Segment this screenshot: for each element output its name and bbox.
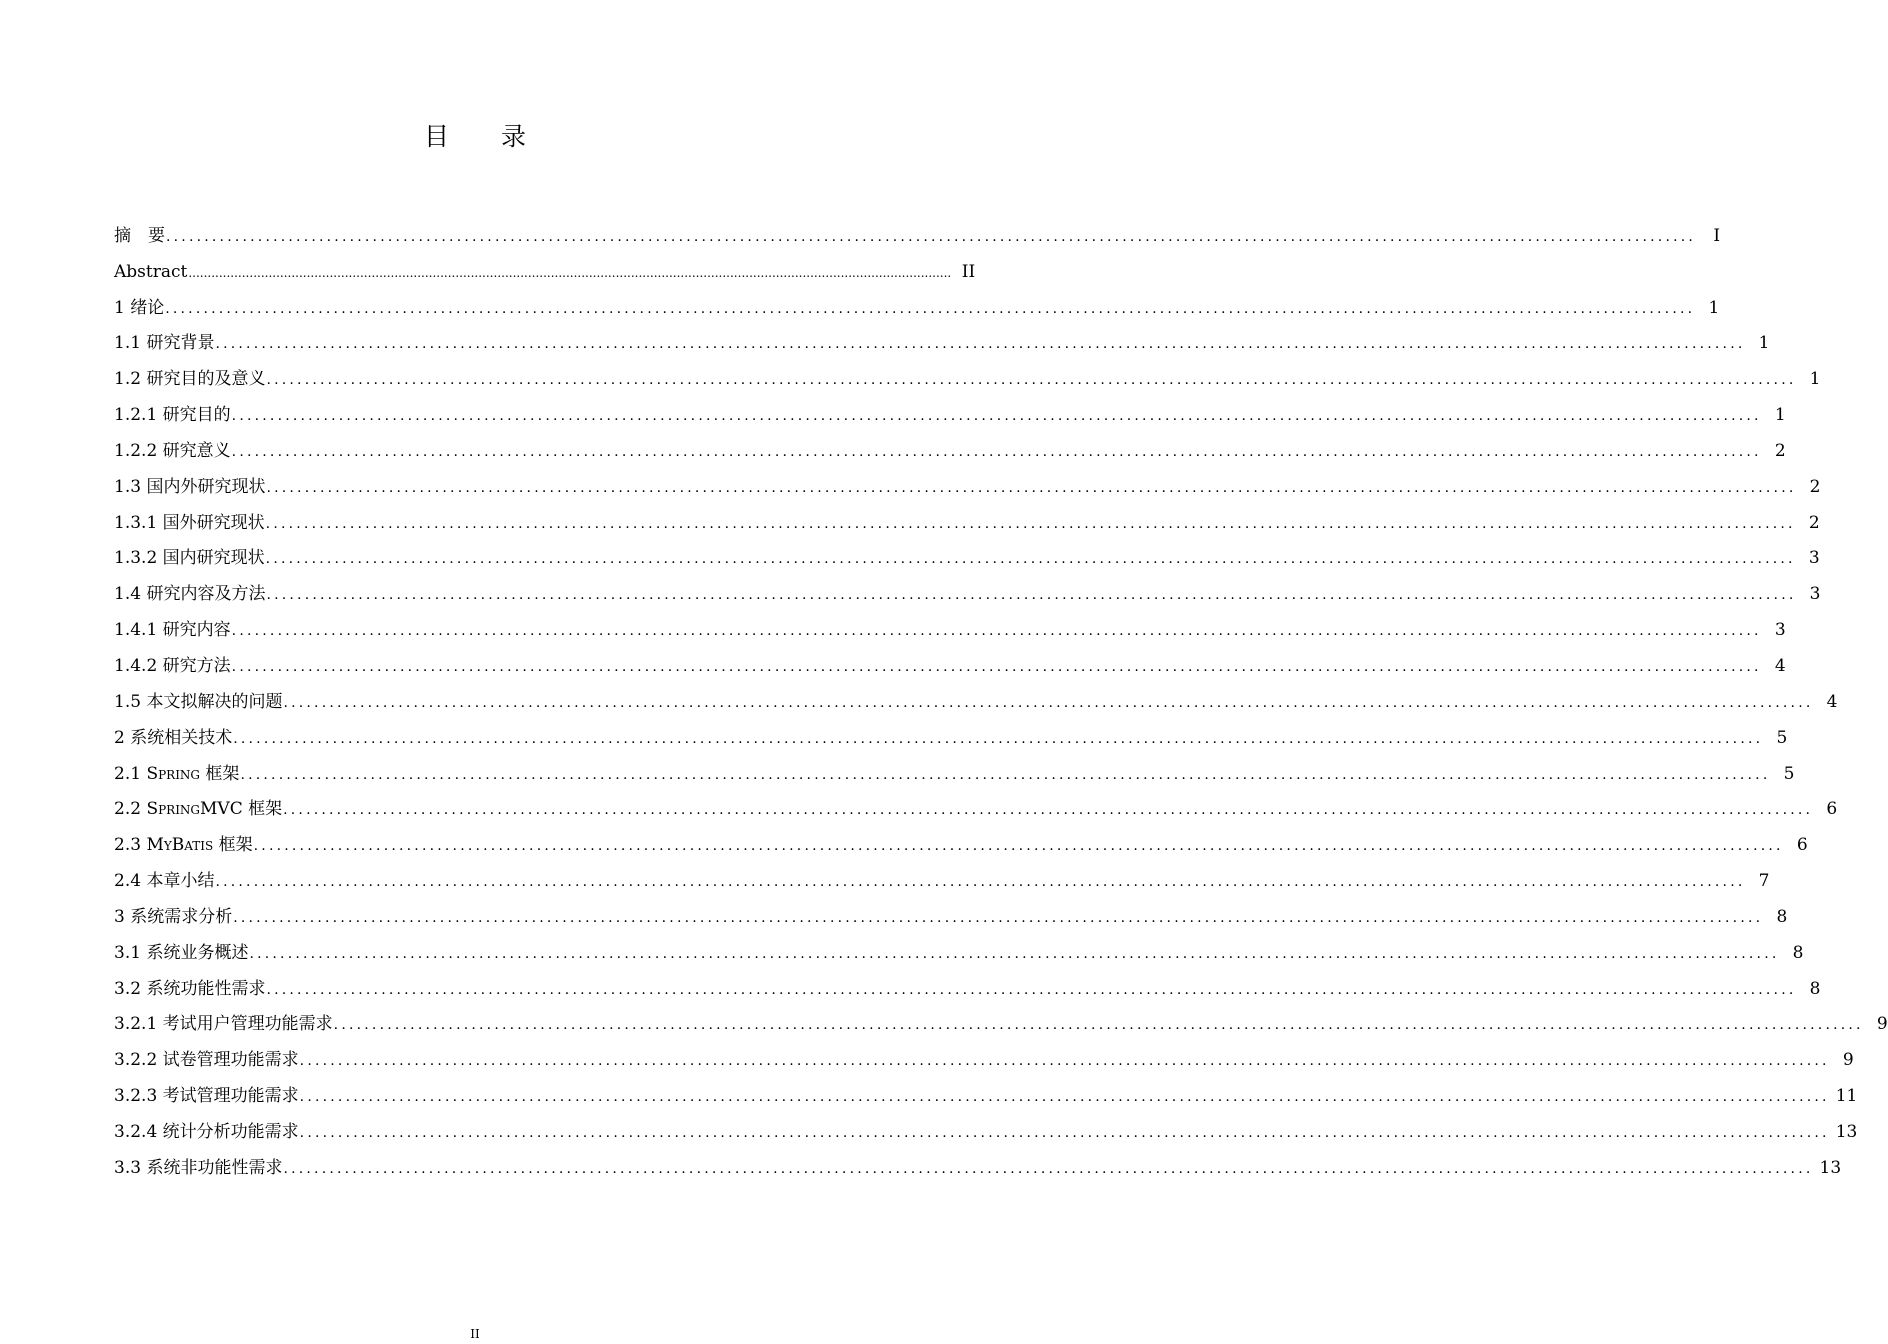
- page-title: 目 录: [424, 122, 548, 151]
- toc-entry-page: II: [961, 261, 976, 282]
- toc-entry-label: 2.4 本章小结: [114, 871, 215, 892]
- toc-entry-label: 2.2 SpringMVC 框架: [114, 799, 283, 820]
- toc-dot-leader: ........................................................................................................................................................................................................: [240, 766, 1771, 783]
- toc-dot-leader: ........................................................................................................................................................................................................: [231, 658, 1762, 675]
- toc-dot-leader: ........................................................................................................................................................................................................: [231, 623, 1762, 640]
- toc-entry-page: 6: [1796, 835, 1808, 856]
- toc-dot-leader: ........................................................................................................................................................................................................: [166, 228, 1697, 245]
- toc-entry-label: 3.3 系统非功能性需求: [114, 1157, 283, 1178]
- toc-entry-page: 5: [1783, 763, 1795, 784]
- toc-entry-label: 摘 要: [114, 225, 165, 246]
- toc-entry[interactable]: [114, 713, 1788, 749]
- toc-entry-page: 3: [1808, 548, 1820, 569]
- toc-entry[interactable]: [114, 1143, 1842, 1179]
- toc-entry-page: 3: [1774, 620, 1786, 641]
- toc-entry-label: 2.1 Spring 框架: [114, 763, 240, 784]
- toc-entry-page: 7: [1758, 871, 1770, 892]
- toc-dot-leader: ........................................................................................................................................................................................................: [266, 981, 1797, 998]
- toc-entry-label: Abstract: [114, 261, 188, 282]
- toc-entry-page: 4: [1826, 691, 1838, 712]
- toc-entry[interactable]: [114, 534, 1820, 570]
- toc-dot-leader: ........................................................................................................................................................................................................: [215, 336, 1746, 353]
- toc-dot-leader: ........................................................................................................................................................................................................: [283, 694, 1814, 711]
- toc-entry-page: 13: [1835, 1121, 1858, 1142]
- toc-entry-label: 3.2.2 试卷管理功能需求: [114, 1050, 299, 1071]
- toc-entry[interactable]: [114, 426, 1786, 462]
- toc-entry[interactable]: [114, 319, 1770, 355]
- toc-entry-page: 2: [1808, 512, 1820, 533]
- toc-entry[interactable]: [114, 1000, 1888, 1036]
- toc-entry[interactable]: [114, 856, 1770, 892]
- toc-entry-page: 1: [1758, 333, 1770, 354]
- toc-entry-label: 3.2.3 考试管理功能需求: [114, 1086, 299, 1107]
- toc-entry-label: 2 系统相关技术: [114, 727, 233, 748]
- toc-entry-label: 2.3 MyBatis 框架: [114, 835, 253, 856]
- toc-entry[interactable]: [114, 928, 1804, 964]
- toc-entry-label: 3 系统需求分析: [114, 906, 233, 927]
- toc-entry[interactable]: [114, 785, 1838, 821]
- toc-entry[interactable]: [114, 641, 1786, 677]
- toc-entry[interactable]: [114, 605, 1786, 641]
- toc-dot-leader: ........................................................................................................................................................................................................: [265, 515, 1796, 532]
- toc-dot-leader: ........................................................................................................................................................................................................: [233, 909, 1764, 926]
- toc-entry-label: 1.3.1 国外研究现状: [114, 512, 265, 533]
- toc-dot-leader: ........................................................................................................................................................................................................: [283, 802, 1814, 819]
- toc-entry-label: 3.2.4 统计分析功能需求: [114, 1121, 299, 1142]
- toc-entry-label: 3.2.1 考试用户管理功能需求: [114, 1014, 333, 1035]
- toc-entry-label: 1.1 研究背景: [114, 333, 215, 354]
- toc-entry-page: 4: [1774, 655, 1786, 676]
- toc-entry-page: I: [1713, 225, 1721, 246]
- table-of-contents: [114, 211, 1888, 1179]
- toc-entry-label: 1.5 本文拟解决的问题: [114, 691, 283, 712]
- toc-dot-leader: ........................................................................................................................................................................................................: [215, 874, 1746, 891]
- toc-dot-leader: ........................................................................................................................................................................................................: [266, 372, 1797, 389]
- toc-entry[interactable]: [114, 247, 976, 283]
- toc-entry-label: 3.2 系统功能性需求: [114, 978, 266, 999]
- toc-entry[interactable]: [114, 1071, 1858, 1107]
- toc-entry-label: 1.4 研究内容及方法: [114, 584, 266, 605]
- toc-entry-page: 2: [1809, 476, 1821, 497]
- toc-dot-leader: ........................................................................................................................................................................................................: [265, 551, 1796, 568]
- footer-page-number: II: [470, 1327, 480, 1341]
- toc-entry[interactable]: [114, 498, 1820, 534]
- toc-entry-label: 3.1 系统业务概述: [114, 942, 249, 963]
- toc-entry-page: 1: [1708, 297, 1720, 318]
- toc-entry-label: 1.4.1 研究内容: [114, 620, 231, 641]
- toc-entry[interactable]: [114, 677, 1838, 713]
- toc-dot-leader: ........................................................................................................................................................................................................: [249, 945, 1780, 962]
- toc-dot-leader: ........................................................................................................................................................................................................: [266, 479, 1797, 496]
- toc-entry-label: 1.2.2 研究意义: [114, 440, 231, 461]
- toc-entry-label: 1 绪论: [114, 297, 165, 318]
- toc-entry[interactable]: [114, 390, 1786, 426]
- toc-entry-label: 1.2.1 研究目的: [114, 405, 231, 426]
- toc-entry[interactable]: [114, 749, 1795, 785]
- toc-entry-label: 1.3.2 国内研究现状: [114, 548, 265, 569]
- toc-dot-leader: ........................................................................................................................................................................................................: [231, 408, 1762, 425]
- toc-entry-page: 1: [1809, 369, 1821, 390]
- toc-entry-page: 8: [1809, 978, 1821, 999]
- toc-dot-leader: ........................................................................................................................................................................................................: [188, 265, 952, 280]
- toc-entry[interactable]: [114, 354, 1821, 390]
- toc-entry[interactable]: [114, 569, 1821, 605]
- toc-entry[interactable]: [114, 1035, 1854, 1071]
- toc-entry-page: 8: [1776, 906, 1788, 927]
- toc-entry-page: 9: [1842, 1050, 1854, 1071]
- toc-entry-page: 3: [1809, 584, 1821, 605]
- toc-entry-label: 1.2 研究目的及意义: [114, 369, 266, 390]
- toc-entry[interactable]: [114, 820, 1808, 856]
- toc-entry[interactable]: [114, 892, 1788, 928]
- toc-entry[interactable]: [114, 211, 1721, 247]
- toc-dot-leader: ........................................................................................................................................................................................................: [266, 587, 1797, 604]
- toc-entry-page: 13: [1819, 1157, 1842, 1178]
- toc-entry-page: 1: [1774, 405, 1786, 426]
- toc-entry-page: 9: [1876, 1014, 1888, 1035]
- toc-entry[interactable]: [114, 462, 1821, 498]
- toc-entry-label: 1.4.2 研究方法: [114, 655, 231, 676]
- toc-dot-leader: ........................................................................................................................................................................................................: [231, 443, 1762, 460]
- toc-dot-leader: ........................................................................................................................................................................................................: [299, 1089, 1830, 1106]
- toc-entry-page: 8: [1792, 942, 1804, 963]
- toc-entry-page: 11: [1835, 1086, 1858, 1107]
- toc-dot-leader: ........................................................................................................................................................................................................: [233, 730, 1764, 747]
- toc-dot-leader: ........................................................................................................................................................................................................: [299, 1053, 1830, 1070]
- toc-dot-leader: ........................................................................................................................................................................................................: [299, 1124, 1830, 1141]
- toc-dot-leader: ........................................................................................................................................................................................................: [165, 300, 1696, 317]
- toc-entry-page: 2: [1774, 440, 1786, 461]
- toc-dot-leader: ........................................................................................................................................................................................................: [333, 1017, 1864, 1034]
- toc-dot-leader: ........................................................................................................................................................................................................: [283, 1160, 1814, 1177]
- toc-entry-page: 5: [1776, 727, 1788, 748]
- toc-entry[interactable]: [114, 1107, 1858, 1143]
- toc-entry[interactable]: [114, 283, 1720, 319]
- toc-entry-page: 6: [1826, 799, 1838, 820]
- toc-dot-leader: ........................................................................................................................................................................................................: [253, 838, 1784, 855]
- toc-entry-label: 1.3 国内外研究现状: [114, 476, 266, 497]
- toc-entry[interactable]: [114, 964, 1821, 1000]
